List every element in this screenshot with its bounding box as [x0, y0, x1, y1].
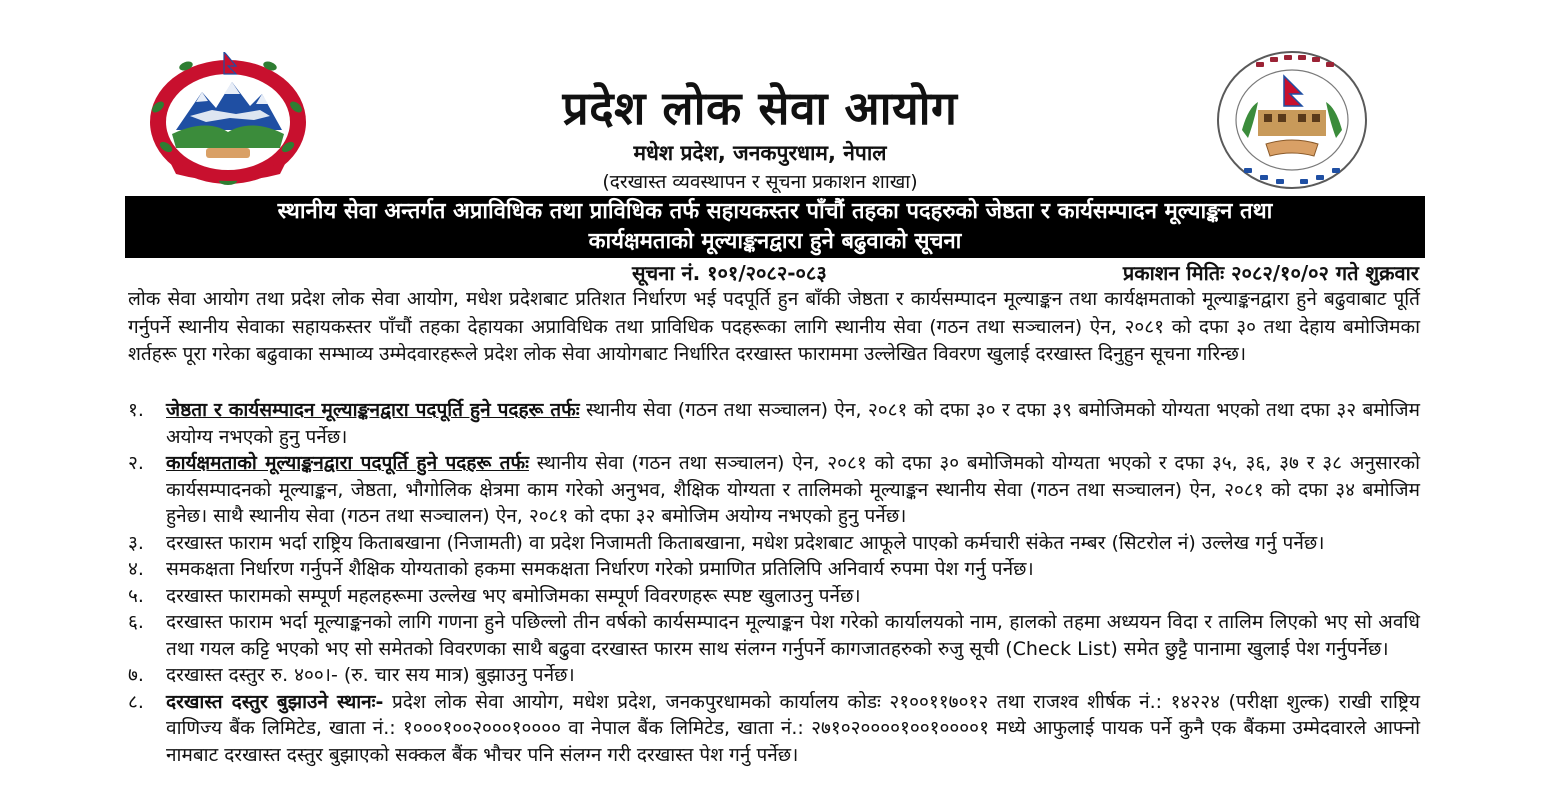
conditions-list	[128, 397, 1420, 768]
list-item	[128, 662, 1420, 689]
list-item-heading: जेष्ठता र कार्यसम्पादन मूल्याङ्कनद्वारा पदपूर्ति हुने पदहरू तर्फः	[166, 399, 580, 421]
list-item-number: ४.	[128, 558, 144, 580]
list-item-number: ५.	[128, 584, 144, 607]
list-item-number: २.	[128, 452, 144, 474]
list-item-heading: कार्यक्षमताको मूल्याङ्कनद्वारा पदपूर्ति हुने पदहरू तर्फः	[166, 452, 529, 474]
notice-heading-line-1: स्थानीय सेवा अन्तर्गत अप्राविधिक तथा प्राविधिक तर्फ सहायकस्तर पाँचौं तहका पदहरुको जेष्ठता र कार्यसम्पादन मूल्याङ्कन तथा	[277, 199, 1273, 224]
list-item-number: ६.	[128, 611, 144, 633]
organization-branch: (दरखास्त व्यवस्थापन र सूचना प्रकाशन शाखा)	[602, 171, 918, 193]
list-item-number: ८.	[128, 690, 144, 713]
list-item	[128, 397, 1420, 450]
intro-paragraph: लोक सेवा आयोग तथा प्रदेश लोक सेवा आयोग, मधेश प्रदेशबाट प्रतिशत निर्धारण भई पदपूर्ति हुन बाँकी जेष्ठता र कार्यसम्पादन मूल्याङ्कन तथा कार्यक्षमताको मूल्याङ्कनद्वारा हुने बढुवाबाट पूर्ति गर्नुपर्ने स्थानीय सेवाका सहायकस्तर पाँचौं तहका देहायका अप्राविधिक तथा प्राविधिक पदहरूका लागि स्थानीय सेवा (गठन तथा सञ्चालन) ऐन, २०८१ को दफा ३० तथा देहाय बमोजिमका शर्तहरू पूरा गरेका बढुवाका सम्भाव्य उम्मेदवारहरूले प्रदेश लोक सेवा आयोगबाट निर्धारित दरखास्त फाराममा उल्लेखित विवरण खुलाई दरखास्त दिनुहुन सूचना गरिन्छ।	[128, 288, 1420, 365]
list-item-text: स्थानीय सेवा (गठन तथा सञ्चालन) ऐन, २०८१ को दफा ३० र दफा ३९ बमोजिमको योग्यता भएको तथा दफा ३२ बमोजिम अयोग्य नभएको हुनु पर्नेछ।	[166, 399, 1421, 448]
list-item	[128, 556, 1420, 583]
notice-heading-banner	[125, 196, 1425, 258]
list-item	[128, 583, 1420, 610]
list-item	[128, 689, 1420, 769]
organization-location: मधेश प्रदेश, जनकपुरधाम, नेपाल	[633, 141, 887, 165]
commission-seal-icon	[1214, 48, 1370, 192]
list-item-heading: दरखास्त दस्तुर बुझाउने स्थानः-	[166, 690, 384, 713]
notice-number: सूचना नं. १०१/२०८२-०८३	[632, 261, 827, 285]
list-item-text: दरखास्त फारामको सम्पूर्ण महलहरूमा उल्लेख भए बमोजिमका सम्पूर्ण विवरणहरू स्पष्ट खुलाउनु पर्नेछ।	[166, 584, 861, 607]
organization-title: प्रदेश लोक सेवा आयोग	[562, 81, 958, 135]
list-item	[128, 450, 1420, 530]
list-item-text: प्रदेश लोक सेवा आयोग, मधेश प्रदेश, जनकपुरधामको कार्यालय कोडः २१००११७०१२ तथा राजश्व शीर्षक नं.: १४२२४ (परीक्षा शुल्क) राखी राष्ट्रिय वाणिज्य बैंक लिमिटेड, खाता नं.: १०००१००२०००१०००० वा नेपाल बैंक लिमिटेड, खाता नं.: २७१०२००००१००१००००१ मध्ये आफुलाई पायक पर्ने कुनै एक बैंकमा उम्मेदवारले आफ्नो नामबाट दरखास्त दस्तुर बुझाएको सक्कल बैंक भौचर पनि संलग्न गरी दरखास्त पेश गर्नु पर्नेछ।	[166, 690, 1420, 766]
list-item-text: स्थानीय सेवा (गठन तथा सञ्चालन) ऐन, २०८१ को दफा ३० बमोजिमको योग्यता भएको र दफा ३५, ३६, ३७ र ३८ अनुसारको कार्यसम्पादनको मूल्याङ्कन, जेष्ठता, भौगोलिक क्षेत्रमा काम गरेको अनुभव, शैक्षिक योग्यता र तालिमको मूल्याङ्कन स्थानीय सेवा (गठन तथा सञ्चालन) ऐन, २०८१ को दफा ३४ बमोजिम हुनेछ। साथै स्थानीय सेवा (गठन तथा सञ्चालन) ऐन, २०८१ को दफा ३२ बमोजिम अयोग्य नभएको हुनु पर्नेछ।	[166, 452, 1420, 527]
list-item-text: दरखास्त फाराम भर्दा मूल्याङ्कनको लागि गणना हुने पछिल्लो तीन वर्षको कार्यसम्पादन मूल्याङ्कन पेश गरेको कार्यालयको नाम, हालको तहमा अध्ययन विदा र तालिम लिएको भए सो अवधि तथा गयल कट्टि भएको भए सो समेतको विवरणका साथै बढुवा दरखास्त फारम साथ संलग्न गर्नुपर्ने कागजातहरुको रुजु सूची (Check List) समेत छुट्टै पानामा खुलाई पेश गर्नुपर्नेछ।	[166, 611, 1420, 660]
publication-date: प्रकाशन मितिः २०८२/१०/०२ गते शुक्रवार	[1122, 261, 1419, 285]
list-item	[128, 530, 1420, 557]
list-item-number: ७.	[128, 664, 144, 686]
list-item-text: दरखास्त फाराम भर्दा राष्ट्रिय किताबखाना (निजामती) वा प्रदेश निजामती किताबखाना, मधेश प्रदेशबाट आफूले पाएको कर्मचारी संकेत नम्बर (सिटरोल नं) उल्लेख गर्नु पर्नेछ।	[166, 531, 1325, 554]
list-item	[128, 609, 1420, 662]
list-item-number: ३.	[128, 531, 144, 554]
list-item-text: दरखास्त दस्तुर रु. ४००।- (रु. चार सय मात्र) बुझाउनु पर्नेछ।	[166, 664, 575, 686]
list-item-number: १.	[128, 399, 144, 421]
list-item-text: समकक्षता निर्धारण गर्नुपर्ने शैक्षिक योग्यताको हकमा समकक्षता निर्धारण गरेको प्रमाणित प्रतिलिपि अनिवार्य रुपमा पेश गर्नु पर्नेछ।	[166, 558, 1034, 580]
nepal-emblem-icon	[146, 52, 310, 186]
notice-heading-line-2: कार्यक्षमताको मूल्याङ्कनद्वारा हुने बढुवाको सूचना	[588, 229, 962, 254]
